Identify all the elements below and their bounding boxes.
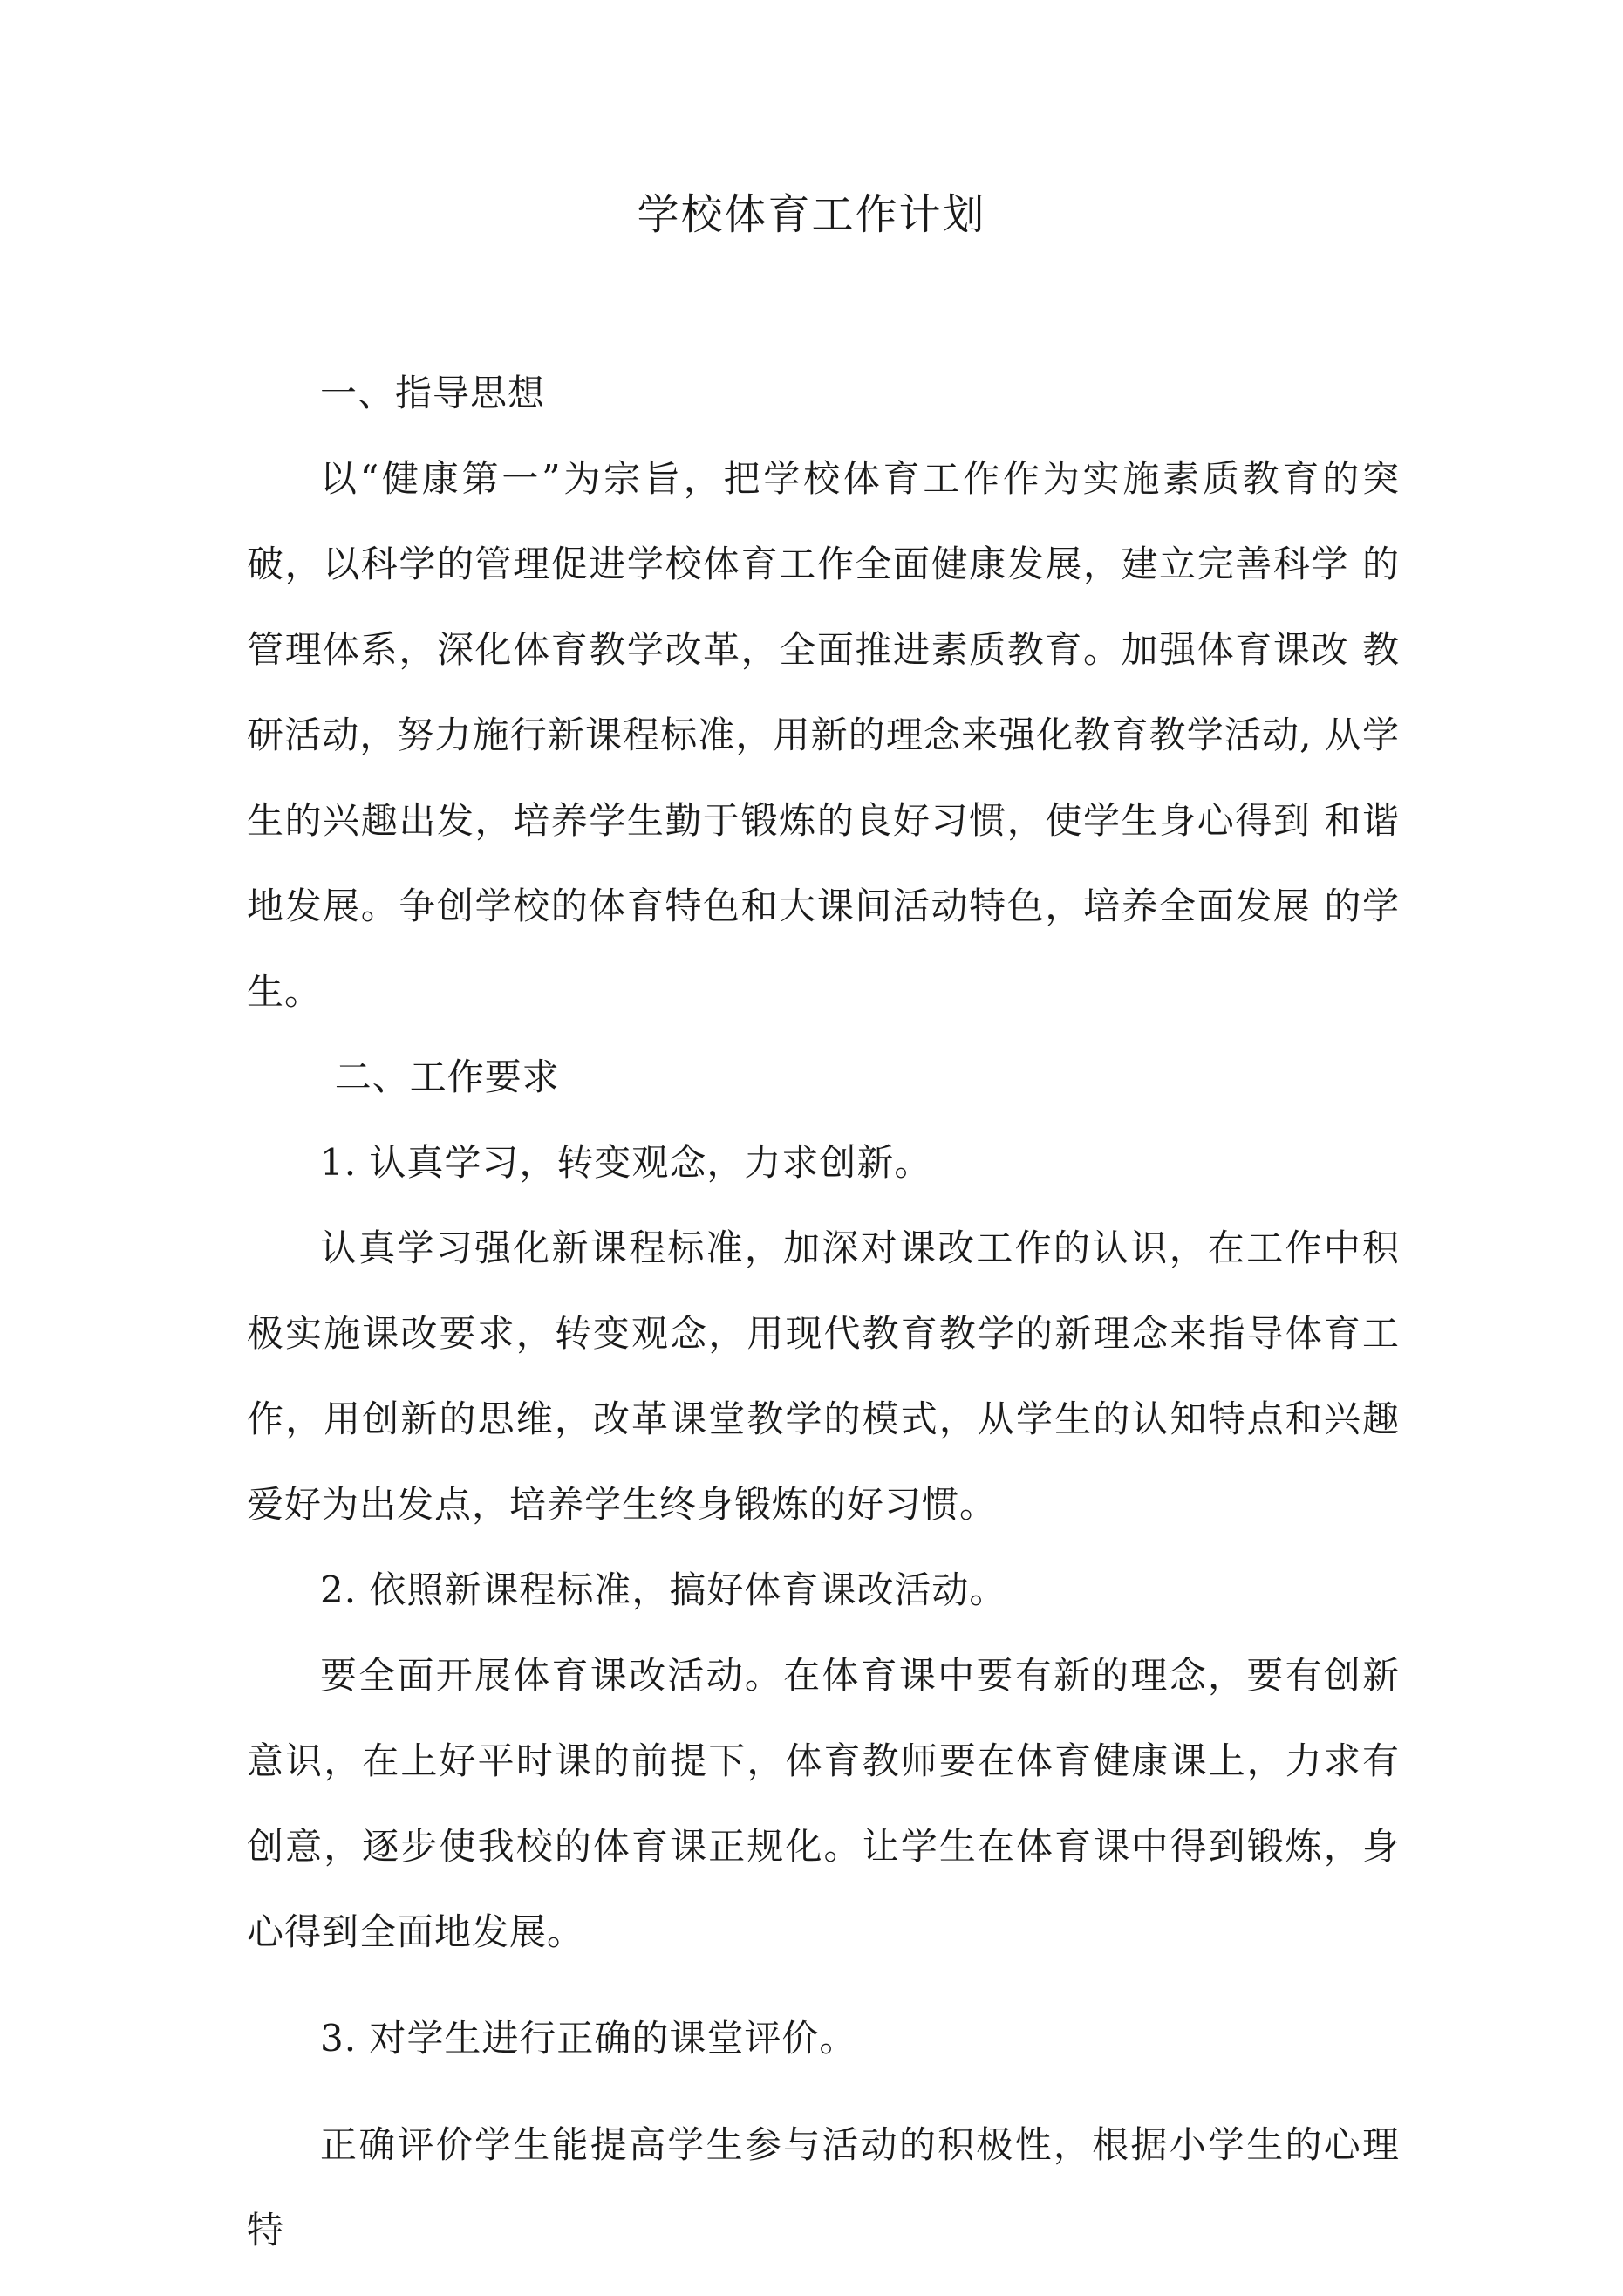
item-heading-2: 2. 依照新课程标准，搞好体育课改活动。 — [320, 1568, 1007, 1611]
section-heading-guiding-ideology: 一、指导思想 — [320, 372, 546, 414]
item-heading-3: 3. 对学生进行正确的课堂评价。 — [320, 2017, 857, 2060]
document-title: 学校体育工作计划 — [637, 190, 986, 239]
item-paragraph-3: 正确评价学生能提高学生参与活动的积极性，根据小学生的心理 特 — [247, 2123, 1400, 2252]
section-heading-work-requirements: 二、工作要求 — [334, 1056, 560, 1098]
item-heading-1: 1. 认真学习，转变观念，力求创新。 — [320, 1141, 932, 1184]
document-body — [247, 351, 1400, 2273]
item-paragraph-2: 要全面开展体育课改活动。在体育课中要有新的理念，要有创新 意识，在上好平时课的前提下，体育教师要在体育健康课上，力求有 创意，逐步使我校的体育课正规化。让学生在体育课中得到锻炼，身 心得到全面地发展。 — [247, 1654, 1400, 1953]
item-paragraph-1: 认真学习强化新课程标准，加深对课改工作的认识，在工作中积 极实施课改要求，转变观念，用现代教育教学的新理念来指导体育工 作，用创新的思维，改革课堂教学的模式，从学生的认知特点和兴趣 爱好为出发点，培养学生终身锻炼的好习惯。 — [247, 1227, 1400, 1526]
paragraph-guiding-ideology: 以“健康第一”为宗旨，把学校体育工作作为实施素质教育的突 破，以科学的管理促进学校体育工作全面健康发展，建立完善科学 的管理体系，深化体育教学改革，全面推进素质教育。加强体育课改 教研活动，努力施行新课程标准，用新的理念来强化教育教学活动, 从学生的兴趣出发，培养学生勤于锻炼的良好习惯，使学生身心得到 和谐地发展。争创学校的体育特色和大课间活动特色，培养全面发展 的学生。 — [247, 457, 1400, 1013]
